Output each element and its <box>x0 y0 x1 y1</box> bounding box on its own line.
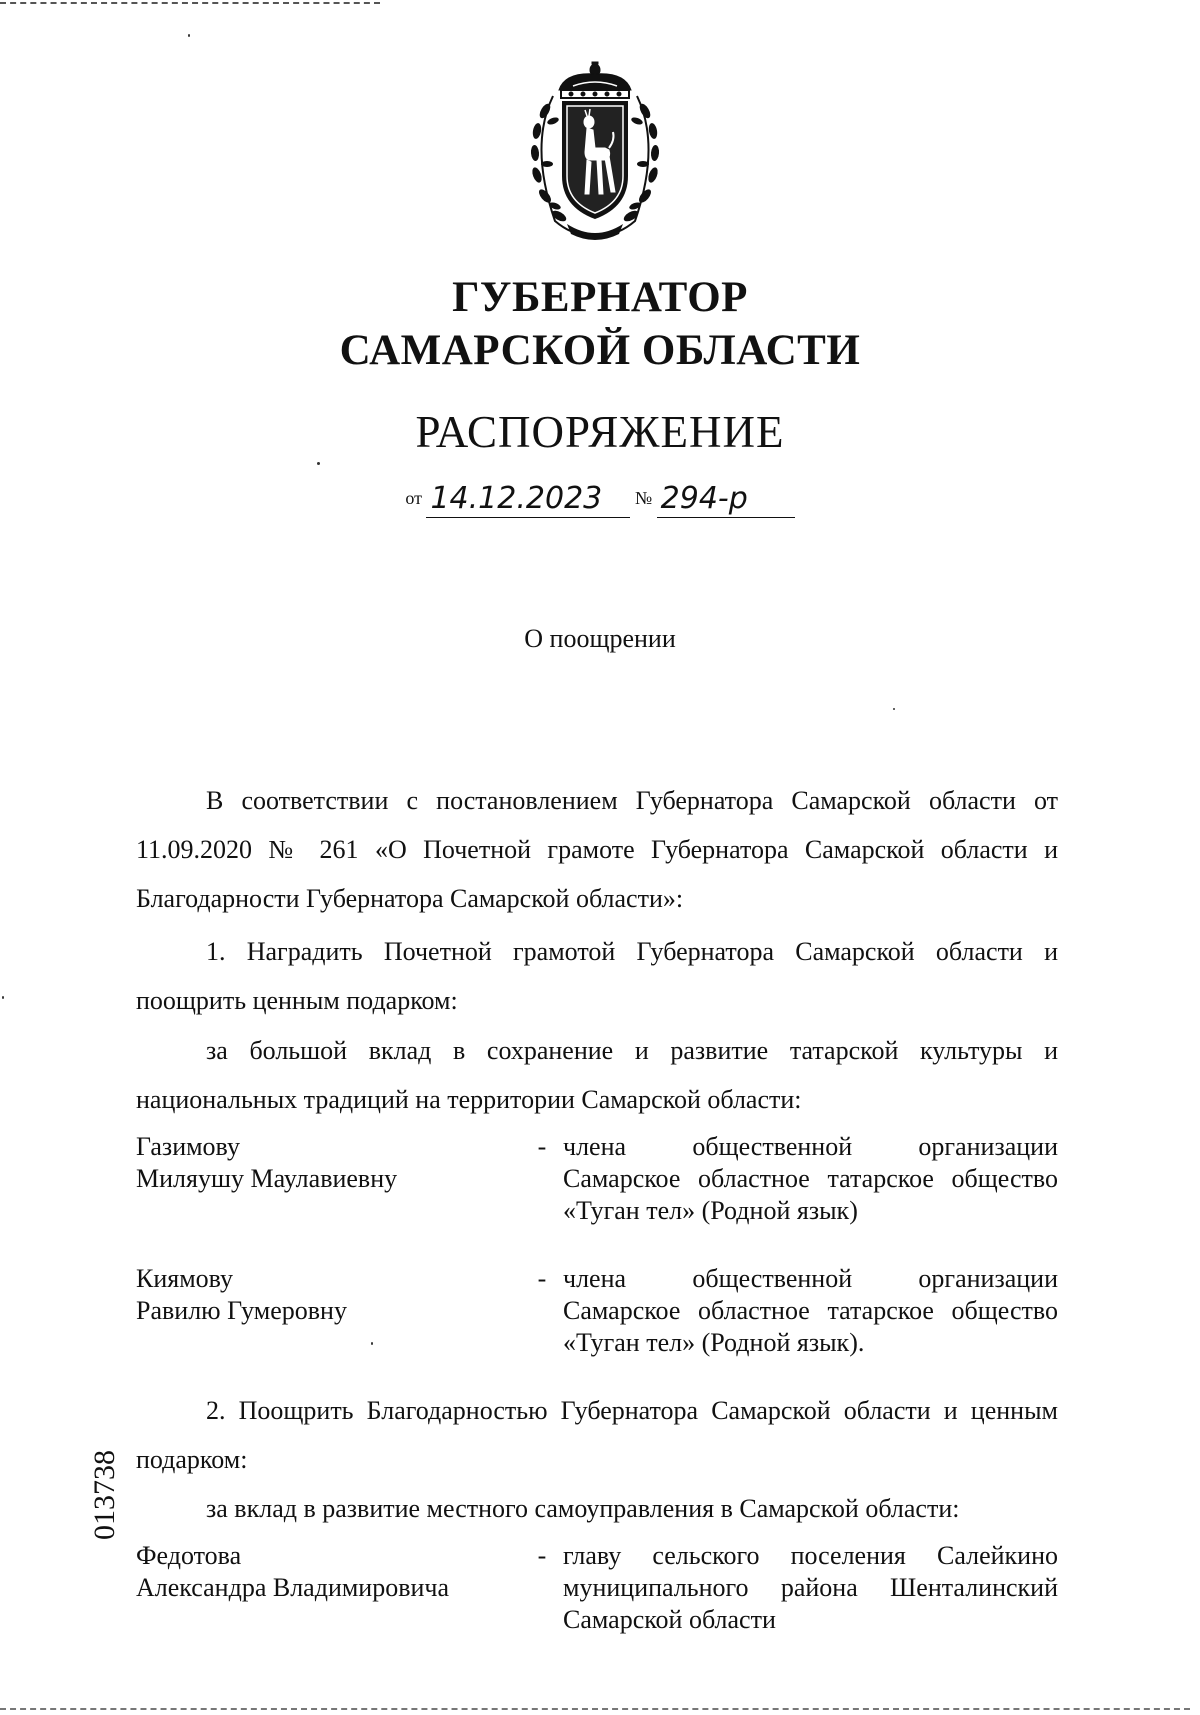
handwritten-date: 14.12.2023 <box>426 481 630 518</box>
date-number-row <box>0 478 1200 518</box>
awardee-surname: Газимову <box>136 1132 240 1161</box>
issuer-title-line1: ГУБЕРНАТОР <box>452 274 748 321</box>
scan-edge-bottom <box>0 1708 1190 1710</box>
entry-dash: - <box>537 1541 547 1570</box>
entry-dash: - <box>537 1264 547 1293</box>
awardee-entry <box>136 1540 1058 1640</box>
date-label: от <box>405 488 422 508</box>
document-type-heading: РАСПОРЯЖЕНИЕ <box>415 407 785 457</box>
serial-stamp-number <box>90 1430 120 1560</box>
document-subject: О поощрении <box>524 624 676 653</box>
scan-speck <box>188 34 190 37</box>
awardee-role: члена общественной организации Самарское областное татарское общество «Туган тел» (Родной язык). <box>563 1264 1058 1357</box>
awardee-given-names: Равилю Гумеровну <box>136 1296 347 1325</box>
awardee-role: члена общественной организации Самарское областное татарское общество «Туган тел» (Родной язык) <box>563 1132 1058 1225</box>
scan-speck <box>893 708 895 710</box>
entry-dash: - <box>537 1132 547 1161</box>
awardee-role: главу сельского поселения Салейкино муниципального района Шенталинский Самарской области <box>563 1541 1058 1634</box>
serial-number-text: 013738 <box>88 1450 121 1540</box>
awardee-surname: Федотова <box>136 1541 242 1570</box>
awardee-name <box>136 1131 526 1195</box>
awardee-entry <box>136 1131 1058 1231</box>
merit-1-paragraph: за большой вклад в сохранение и развитие татарской культуры и национальных традиций на территории Самарской области: <box>136 1036 1058 1114</box>
issuer-title-line2: САМАРСКОЙ ОБЛАСТИ <box>339 327 861 374</box>
intro-paragraph: В соответствии с постановлением Губернатора Самарской области от 11.09.2020 № 261 «О Почетной грамоте Губернатора Самарской области и Благодарности Губернатора Самарской области»: <box>136 786 1058 913</box>
coat-of-arms-emblem <box>515 56 675 246</box>
scan-edge-top <box>0 2 380 4</box>
item-2-paragraph: 2. Поощрить Благодарностью Губернатора Самарской области и ценным подарком: <box>136 1396 1058 1474</box>
awardee-entry <box>136 1263 1058 1363</box>
awardee-given-names: Александра Владимировича <box>136 1573 450 1602</box>
awardee-given-names: Миляушу Маулавиевну <box>136 1164 398 1193</box>
awardee-name <box>136 1540 526 1604</box>
scan-speck <box>371 1342 373 1345</box>
awardee-name <box>136 1263 526 1327</box>
handwritten-number: 294-р <box>657 481 795 518</box>
number-label: № <box>634 488 653 508</box>
merit-2-paragraph: за вклад в развитие местного самоуправления в Самарской области: <box>206 1494 960 1523</box>
scan-speck <box>2 996 4 999</box>
item-1-paragraph: 1. Наградить Почетной грамотой Губернатора Самарской области и поощрить ценным подарком: <box>136 937 1058 1015</box>
scan-speck <box>317 462 320 465</box>
awardee-surname: Киямову <box>136 1264 234 1293</box>
